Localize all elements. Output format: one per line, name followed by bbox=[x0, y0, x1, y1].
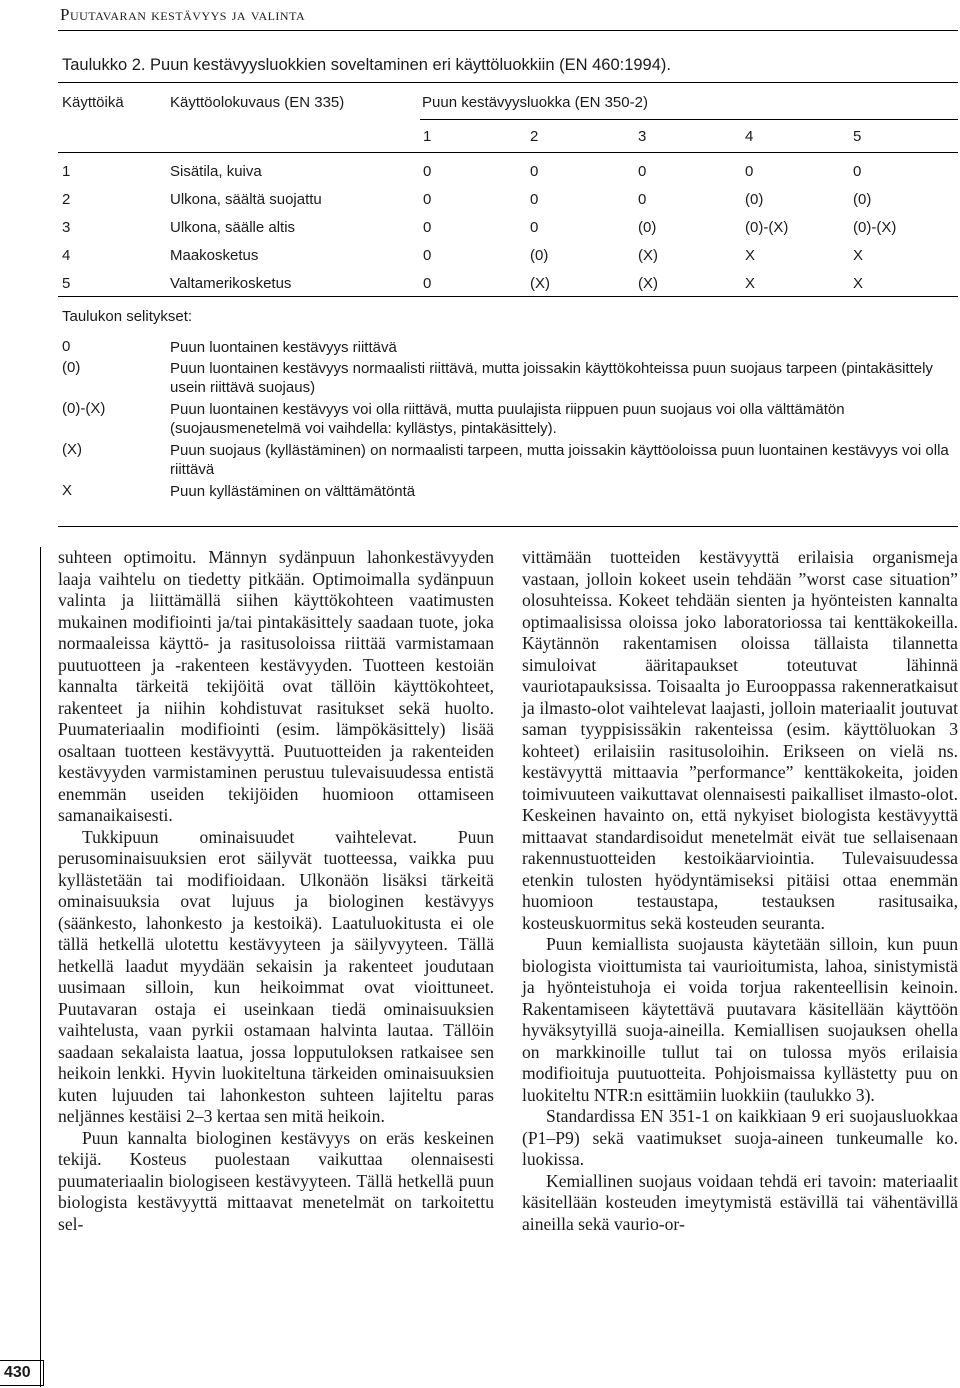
table-caption: Taulukko 2. Puun kestävyysluokkien soveltaminen eri käyttöluokkiin (EN 460:1994). bbox=[62, 56, 671, 74]
table-cell: (X) bbox=[638, 275, 658, 292]
paragraph: Puun kemiallista suojausta käytetään silloin, kun puun biologista vioittumista tai vaurioitumista, lahoa, sinistymistä ja hyönteistuhoja ei voida torjua rakenteellisin keinoin. Rakentamiseen käytettävä puutavara käsitellään käyttöön hyväksytyillä suoja-aineilla. Kemiallisen suojauksen ohella on markkinoille tullut tai on tulossa myös erilaisia modifioituja puutuotteita. Pohjoismaissa kyllästetty puu on luokiteltu NTR:n esittämiin luokkiin (taulukko 3). bbox=[522, 934, 958, 1105]
table-cell: 0 bbox=[423, 163, 432, 180]
header-use-description: Käyttöolokuvaus (EN 335) bbox=[170, 94, 345, 111]
table-cell: X bbox=[745, 247, 756, 264]
table-cell: 0 bbox=[745, 163, 754, 180]
legend-text: Puun luontainen kestävyys normaalisti riittävä, mutta joissakin käyttökohteissa puun suojaus tarpeen (pintakäsittely usein riittävä suojaus) bbox=[170, 360, 933, 396]
table-cell: 0 bbox=[423, 275, 432, 292]
running-header bbox=[58, 2, 958, 31]
table-cell: (X) bbox=[638, 247, 658, 264]
table-top-rule bbox=[58, 82, 958, 83]
left-text-column bbox=[58, 547, 494, 1235]
subheader-3: 3 bbox=[638, 128, 647, 145]
table-cell: 0 bbox=[530, 191, 539, 208]
paragraph: Standardissa EN 351-1 on kaikkiaan 9 eri suojausluokkaa (P1–P9) sekä vaatimukset suoja-aineen tunkeumalle ko. luokissa. bbox=[522, 1106, 958, 1169]
header-bottom-rule bbox=[58, 152, 958, 153]
section-divider bbox=[58, 526, 958, 527]
paragraph: Kemiallinen suojaus voidaan tehdä eri tavoin: materiaalit käsitellään kosteuden imeytymistä estävillä tai vähentävillä aineilla sekä vaurio-or- bbox=[522, 1170, 958, 1234]
header-service-life: Käyttöikä bbox=[62, 94, 124, 111]
table-cell: 0 bbox=[638, 191, 647, 208]
page-number: 430 bbox=[0, 1360, 44, 1386]
legend-symbol: 0 bbox=[62, 338, 71, 355]
legend-symbol: X bbox=[62, 482, 73, 499]
table-row-description: Maakosketus bbox=[170, 247, 259, 264]
table-cell: 0 bbox=[638, 163, 647, 180]
table-cell: (0) bbox=[853, 191, 872, 208]
paragraph: Tukkipuun ominaisuudet vaihtelevat. Puun perusominaisuuksien erot säilyvät tuotteessa, vaikka puu kyllästetään tai modifioidaan. Ulkonäön lisäksi tärkeitä ominaisuuksia ovat lujuus ja biologinen kestävyys (säänkesto, lahonkesto ja kestoikä). Laatuluokitusta ei ole tällä hetkellä ulotettu kestävyyteen ja säilyvyyteen. Tällä hetkellä laadut myydään sekaisin ja rakenteet joudutaan uusimaan silloin, kun heikoimmat ovat vioittuneet. Puutavaran ostaja ei useinkaan tiedä ominaisuuksien vaihtelusta, vaan pyrkii ostamaan halvinta lautaa. Tällöin saadaan sekalaista laatua, jossa lopputuloksen ratkaisee sen heikoin lenkki. Hyvin luokiteltuna tärkeiden ominaisuuksien kuten lujuuden tai lahonkeston suhteen lajiteltu paras neljännes kestäisi 2–3 kertaa sen mitä heikoin. bbox=[58, 826, 494, 1126]
table-row-description: Ulkona, säälle altis bbox=[170, 219, 296, 236]
table-cell: (0) bbox=[638, 219, 657, 236]
legend-symbol: (X) bbox=[62, 441, 82, 458]
subheader-5: 5 bbox=[853, 128, 862, 145]
table-cell: 0 bbox=[423, 219, 432, 236]
table-cell: X bbox=[745, 275, 756, 292]
table-cell: 0 bbox=[530, 219, 539, 236]
legend-symbol: (0)-(X) bbox=[62, 400, 106, 417]
paragraph: suhteen optimoitu. Männyn sydänpuun lahonkestävyyden laaja vaihtelu on tiedetty pitkään. Optimoimalla sydänpuun valinta ja liittämällä siihen käyttökohteen vaatimusten mukainen modifiointi ja/tai pintakäsittely saadaan tuote, joka normaaleissa käyttö- ja rasitusoloissa riittää varmistamaan puutuotteen ja -rakenteen kestävyyden. Tuotteen kestoiän kannalta tärkeitä tekijöitä ovat tällöin käyttökohteet, rakenteet ja niihin kohdistuvat rasitukset sekä huolto. Puumateriaalin modifiointi (esim. lämpökäsittely) lisää osaltaan tuotteen kestävyyttä. Puutuotteiden ja rakenteiden kestävyyden varmistaminen perustuu tulevaisuudessa entistä enemmän useiden tekijöiden huomioon ottamiseen samanaikaisesti. bbox=[58, 547, 494, 825]
subheader-2: 2 bbox=[530, 128, 539, 145]
paragraph: vittämään tuotteiden kestävyyttä erilaisia organismeja vastaan, jolloin kokeet usein tehdään ”worst case situation” olosuhteissa. Kokeet tehdään sienten ja hyönteisten kannalta optimaalisissa oloissa joko laboratoriossa tai kenttäkokeilla. Käytännön rakentamisen oloissa tällaista tilannetta simuloivat ääritapaukset toteutuvat lähinnä vauriotapauksissa. Toisaalta jo Eurooppassa rakenneratkaisut ja ilmasto-olot vaihtelevat laajasti, jolloin materiaalit joutuvat saman tyyppisissäkin rakenteissa (esim. käyttöluokan 3 kohteet) erilaisiin rasitusoloihin. Erikseen on vielä ns. kestävyyttä mittaavia ”performance” kenttäkokeita, joiden toimivuuteen vaikuttavat olennaisesti paikalliset ilmasto-olot. Keskeinen havainto on, että nykyiset biologista kestävyyttä mittaavat standardisoidut menetelmät eivät tue sellaisenaan rakennustuotteiden kestoikäarviointia. Tulevaisuudessa etenkin tulosten hyödyntämiseksi pitäisi ottaa enemmän huomioon testaustapa, testauksen rasitusaika, kosteuskuormitus sekä kosteuden seuranta. bbox=[522, 547, 958, 933]
table-cell: 0 bbox=[530, 163, 539, 180]
legend-text: Puun kyllästäminen on välttämätöntä bbox=[170, 483, 416, 500]
table-row-description: Sisätila, kuiva bbox=[170, 163, 262, 180]
page-side-rule bbox=[40, 547, 41, 1387]
legend-text: Puun luontainen kestävyys riittävä bbox=[170, 339, 397, 356]
subheader-4: 4 bbox=[745, 128, 754, 145]
legend-title: Taulukon selitykset: bbox=[62, 308, 193, 325]
legend-text: Puun luontainen kestävyys voi olla riittävä, mutta puulajista riippuen puun suojaus voi olla välttämätön (suojausmenetelmä voi vaihdella: kyllästys, pintakäsittely). bbox=[170, 401, 845, 437]
table-cell: (0) bbox=[530, 247, 549, 264]
table-cell: (0)-(X) bbox=[745, 219, 789, 236]
table-cell: (0)-(X) bbox=[853, 219, 897, 236]
legend-symbol: (0) bbox=[62, 359, 81, 376]
subheader-rule bbox=[420, 119, 958, 120]
subheader-1: 1 bbox=[423, 128, 432, 145]
table-cell: 0 bbox=[423, 191, 432, 208]
table-cell: (X) bbox=[530, 275, 550, 292]
table-row-description: Ulkona, säältä suojattu bbox=[170, 191, 322, 208]
table-row-class: 5 bbox=[62, 275, 71, 292]
table-row-class: 2 bbox=[62, 191, 71, 208]
table-cell: X bbox=[853, 247, 864, 264]
table-row-class: 3 bbox=[62, 219, 71, 236]
header-durability-class: Puun kestävyysluokka (EN 350-2) bbox=[422, 94, 648, 111]
table-cell: 0 bbox=[853, 163, 862, 180]
table-bottom-rule bbox=[58, 296, 958, 297]
table-cell: (0) bbox=[745, 191, 764, 208]
table-row-class: 4 bbox=[62, 247, 71, 264]
running-title: Puutavaran kestävyys ja valinta bbox=[60, 5, 306, 24]
table-cell: X bbox=[853, 275, 864, 292]
legend-text: Puun suojaus (kyllästäminen) on normaalisti tarpeen, mutta joissakin käyttöoloissa puun luontainen kestävyys voi olla riittävä bbox=[170, 442, 949, 478]
table-row-class: 1 bbox=[62, 163, 71, 180]
table-cell: 0 bbox=[423, 247, 432, 264]
table-row-description: Valtamerikosketus bbox=[170, 275, 292, 292]
right-text-column bbox=[522, 547, 958, 1235]
paragraph: Puun kannalta biologinen kestävyys on eräs keskeinen tekijä. Kosteus puolestaan vaikuttaa olennaisesti puumateriaalin biologiseen kestävyyteen. Tällä hetkellä puun biologista kestävyyttä mittaavat menetelmät on tarkoitettu sel- bbox=[58, 1127, 494, 1234]
